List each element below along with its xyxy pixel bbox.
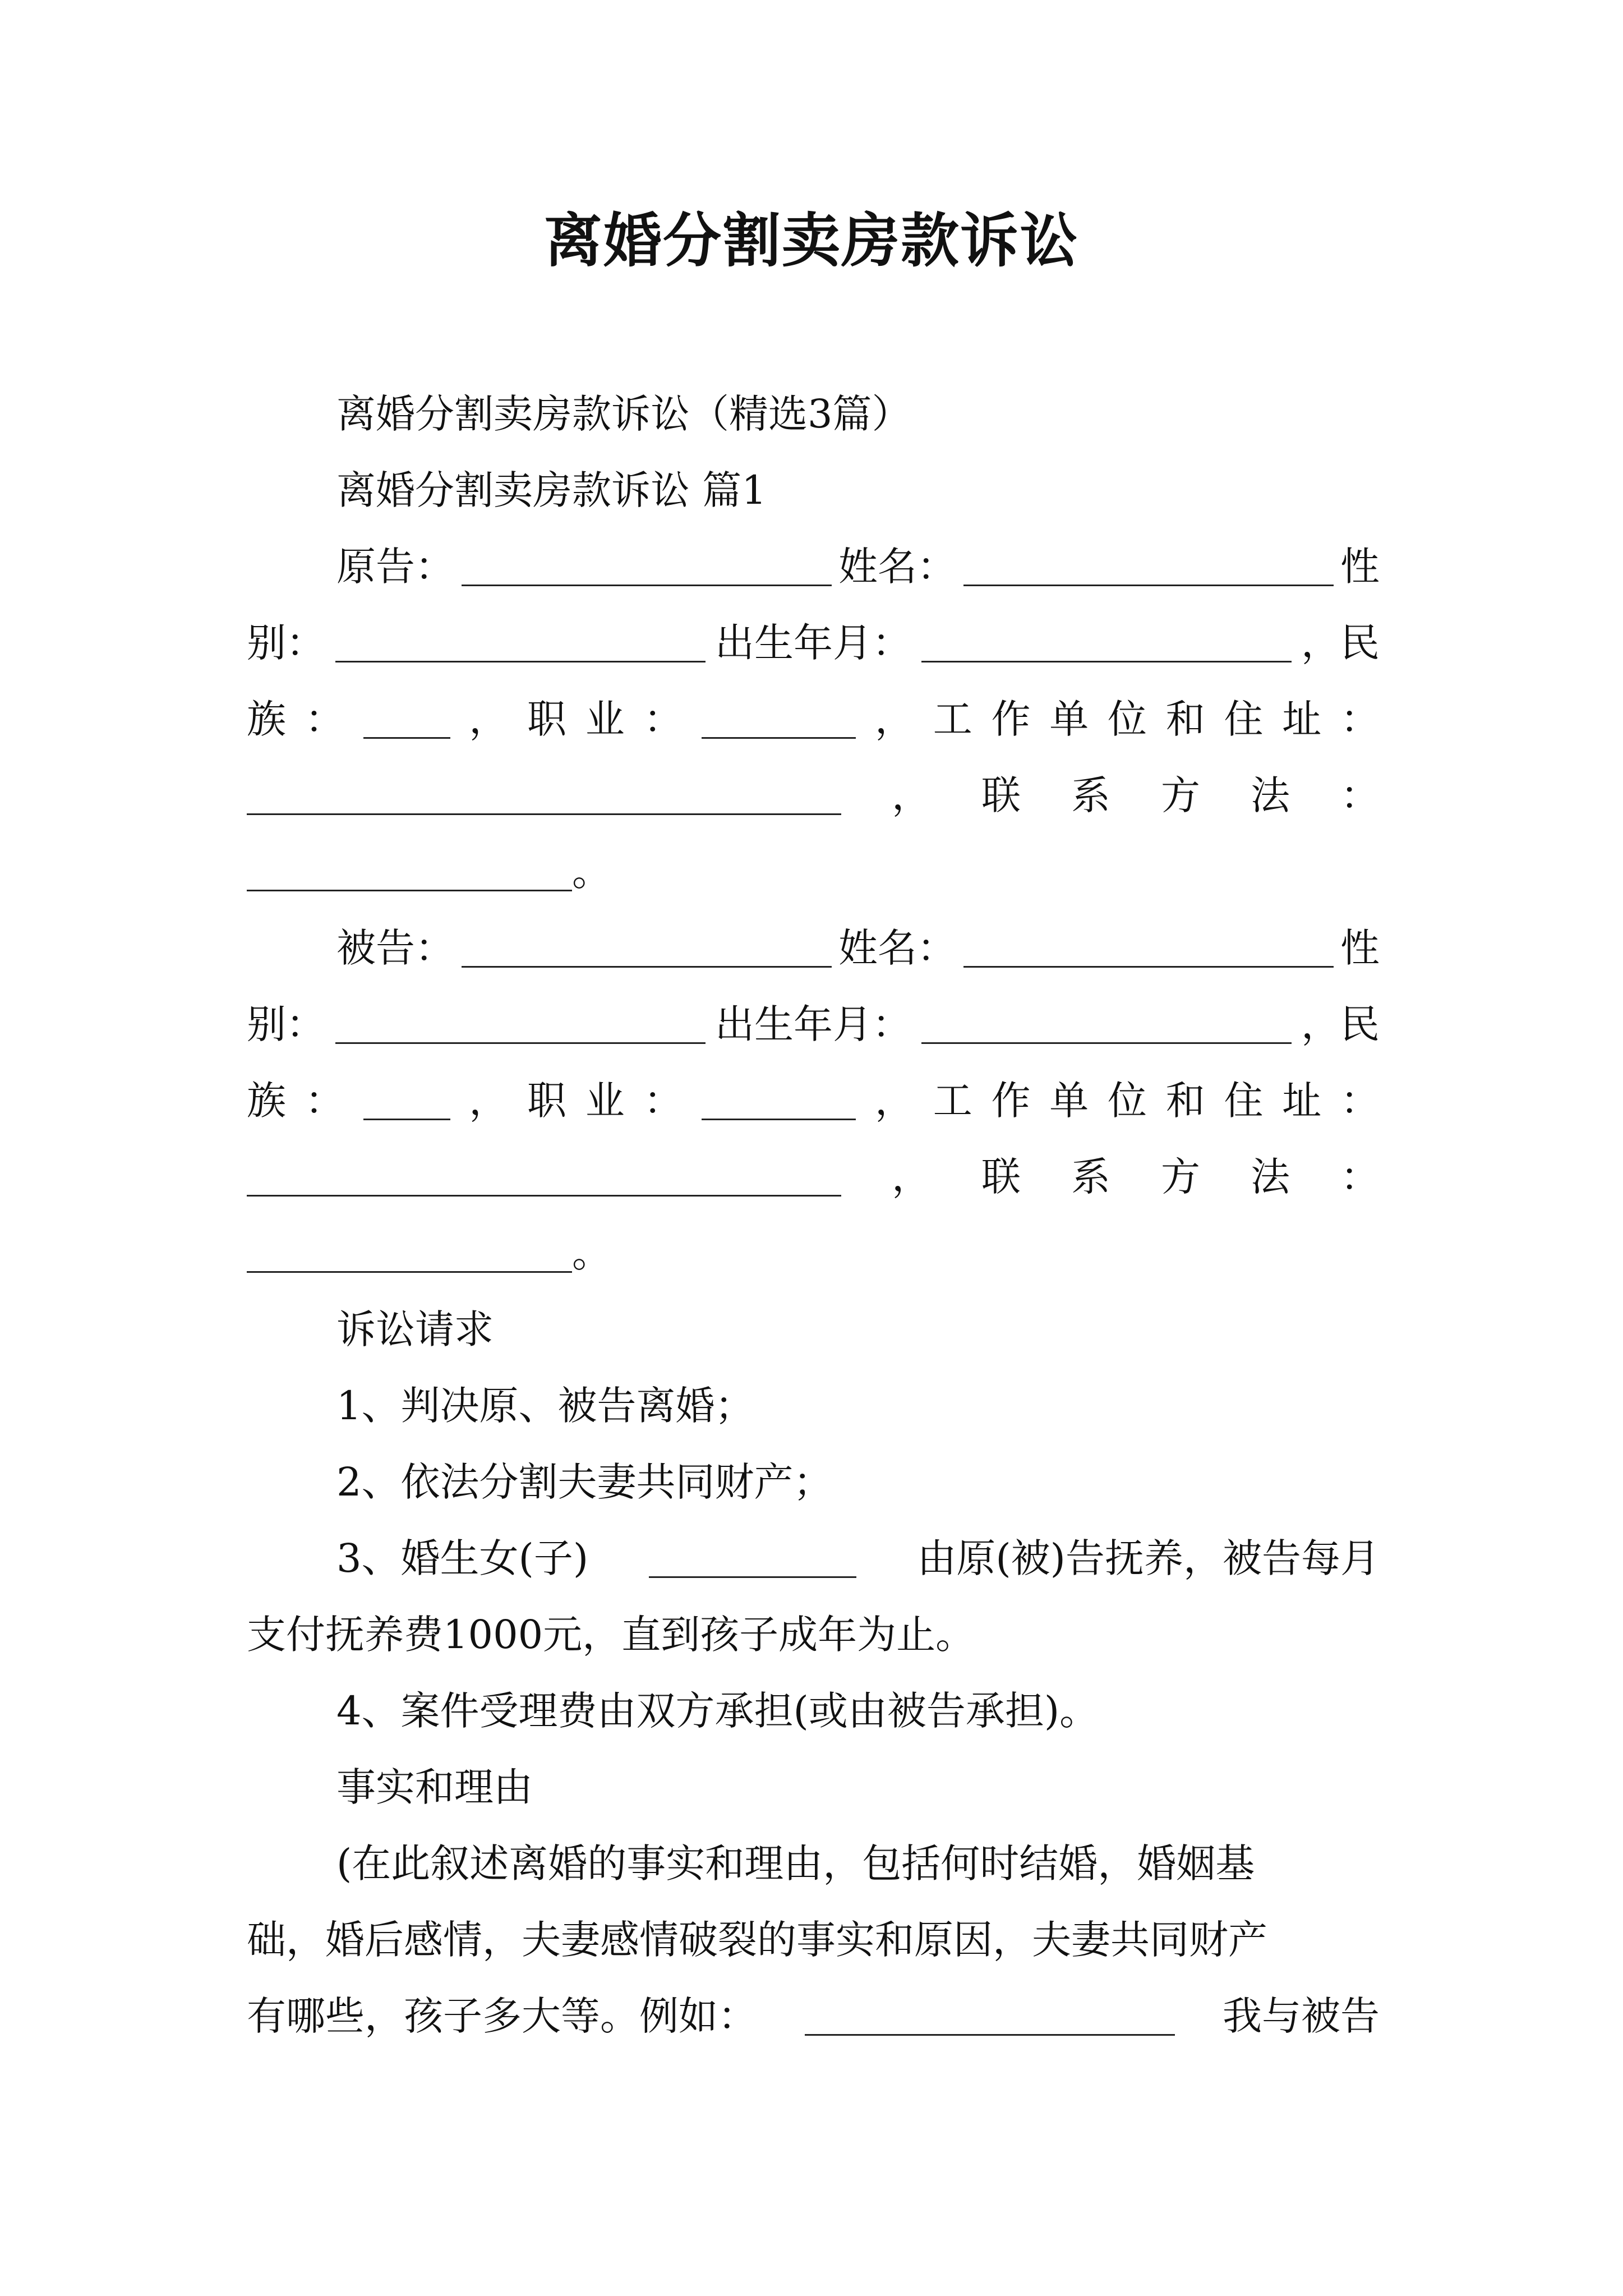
workplace-char: 址: [1282, 1078, 1322, 1124]
comma: ，: [875, 1078, 914, 1124]
comma: ，: [892, 772, 931, 818]
contact-char: 联: [981, 1154, 1021, 1200]
facts-para-line-2: [247, 1902, 1380, 1978]
workplace-char: 住: [1224, 1078, 1264, 1124]
address-blank: [247, 780, 841, 815]
defendant-blank: [462, 932, 832, 968]
facts-para-line-1: [336, 1825, 1380, 1902]
plaintiff-line-2: [247, 605, 1380, 681]
period: 。: [572, 1230, 611, 1276]
comma: ，: [469, 1078, 509, 1124]
example-blank: [805, 2000, 1175, 2036]
workplace-char: 位: [1108, 696, 1147, 742]
claim-item-text: 2、依法分割夫妻共同财产；: [336, 1459, 833, 1505]
birth-blank: [921, 1009, 1292, 1044]
claim-item-2: [336, 1444, 1380, 1520]
gender-blank: [335, 1009, 706, 1044]
ethnicity-label-start: ，民: [1301, 1001, 1380, 1047]
plaintiff-label: 原告：: [336, 544, 454, 590]
defendant-line-1: [336, 910, 1380, 986]
defendant-line-2: [247, 986, 1380, 1062]
colon: ：: [1340, 772, 1380, 818]
defendant-line-4: [247, 1139, 1380, 1215]
name-label: 姓名：: [838, 544, 956, 590]
section-heading-line: [336, 452, 1380, 528]
defendant-label: 被告：: [336, 925, 454, 971]
colon: ：: [305, 696, 344, 742]
workplace-char: 作: [991, 696, 1031, 742]
workplace-char: 住: [1224, 696, 1264, 742]
ethnicity-blank: [363, 703, 450, 739]
gender-label-start: 性: [1340, 544, 1380, 590]
ethnicity-label-end: 族: [247, 696, 286, 742]
gender-label-end: 别：: [247, 1001, 325, 1047]
child-blank: [649, 1543, 856, 1578]
comma: ，: [469, 696, 509, 742]
comma: ，: [875, 696, 914, 742]
colon: ：: [1340, 1154, 1380, 1200]
claim-item-text: 4、案件受理费由双方承担(或由被告承担)。: [336, 1688, 1099, 1734]
claims-heading: 诉讼请求: [336, 1306, 494, 1352]
period: 。: [572, 849, 611, 895]
facts-text: 础，婚后感情，夫妻感情破裂的事实和原因，夫妻共同财产: [247, 1917, 1267, 1963]
colon: ：: [643, 1078, 683, 1124]
occupation-char: 职: [527, 696, 566, 742]
occupation-char: 业: [585, 1078, 625, 1124]
occupation-char: 职: [527, 1078, 566, 1124]
ethnicity-label-start: ，民: [1301, 620, 1380, 666]
ethnicity-label-end: 族: [247, 1078, 286, 1124]
section-heading: 离婚分割卖房款诉讼 篇1: [336, 467, 767, 513]
facts-text: 我与被告: [1223, 1993, 1380, 2039]
claim-item-3: [336, 1520, 1380, 1596]
contact-blank: [247, 1237, 572, 1273]
address-blank: [247, 1161, 841, 1197]
plaintiff-blank: [462, 551, 832, 586]
workplace-char: 工: [933, 696, 972, 742]
ethnicity-blank: [363, 1085, 450, 1120]
name-blank: [963, 932, 1334, 968]
claim-item-4: [336, 1673, 1380, 1749]
document-title: 离婚分割卖房款诉讼: [543, 206, 1079, 275]
facts-heading: 事实和理由: [336, 1764, 533, 1810]
claim-item-text: 由原(被)告抚养，被告每月: [917, 1535, 1380, 1581]
workplace-char: 单: [1049, 696, 1089, 742]
comma: ，: [892, 1154, 931, 1200]
plaintiff-line-5: [247, 834, 1380, 910]
birth-blank: [921, 627, 1292, 662]
workplace-char: 作: [991, 1078, 1031, 1124]
claim-item-text: 1、判决原、被告离婚；: [336, 1383, 754, 1429]
occupation-char: 业: [585, 696, 625, 742]
contact-char: 系: [1071, 1154, 1110, 1200]
facts-text: (在此叙述离婚的事实和理由，包括何时结婚，婚姻基: [336, 1841, 1255, 1887]
gender-blank: [335, 627, 706, 662]
contact-char: 系: [1071, 772, 1110, 818]
plaintiff-line-4: [247, 757, 1380, 834]
name-label: 姓名：: [838, 925, 956, 971]
plaintiff-line-3: [247, 681, 1380, 757]
colon: ：: [305, 1078, 344, 1124]
claims-heading-line: [336, 1291, 1380, 1368]
facts-text: 有哪些，孩子多大等。例如：: [247, 1993, 757, 2039]
name-blank: [963, 551, 1334, 586]
workplace-char: 单: [1049, 1078, 1089, 1124]
workplace-char: 位: [1108, 1078, 1147, 1124]
workplace-char: 址: [1282, 696, 1322, 742]
workplace-char: 和: [1165, 1078, 1205, 1124]
contact-blank: [247, 856, 572, 891]
gender-label-end: 别：: [247, 620, 325, 666]
gender-label-start: 性: [1340, 925, 1380, 971]
plaintiff-line-1: [336, 528, 1380, 605]
contact-char: 法: [1251, 1154, 1290, 1200]
contact-char: 联: [981, 772, 1021, 818]
claim-item-text: 3、婚生女(子): [336, 1535, 589, 1581]
facts-heading-line: [336, 1749, 1380, 1825]
colon: ：: [1340, 696, 1380, 742]
occupation-blank: [702, 1085, 856, 1120]
claim-item-3-cont: [247, 1596, 1380, 1673]
contact-char: 法: [1251, 772, 1290, 818]
subtitle-line: [336, 376, 1380, 452]
contact-char: 方: [1161, 772, 1200, 818]
birth-label: 出生年月：: [715, 620, 911, 666]
workplace-char: 工: [933, 1078, 972, 1124]
defendant-line-3: [247, 1062, 1380, 1139]
contact-char: 方: [1161, 1154, 1200, 1200]
facts-para-line-3: [247, 1978, 1380, 2054]
colon: ：: [643, 696, 683, 742]
birth-label: 出生年月：: [715, 1001, 911, 1047]
colon: ：: [1340, 1078, 1380, 1124]
occupation-blank: [702, 703, 856, 739]
workplace-char: 和: [1165, 696, 1205, 742]
defendant-line-5: [247, 1215, 1380, 1291]
claim-item-1: [336, 1368, 1380, 1444]
subtitle: 离婚分割卖房款诉讼（精选3篇）: [336, 391, 911, 437]
claim-item-text: 支付抚养费1000元，直到孩子成年为止。: [247, 1612, 975, 1658]
